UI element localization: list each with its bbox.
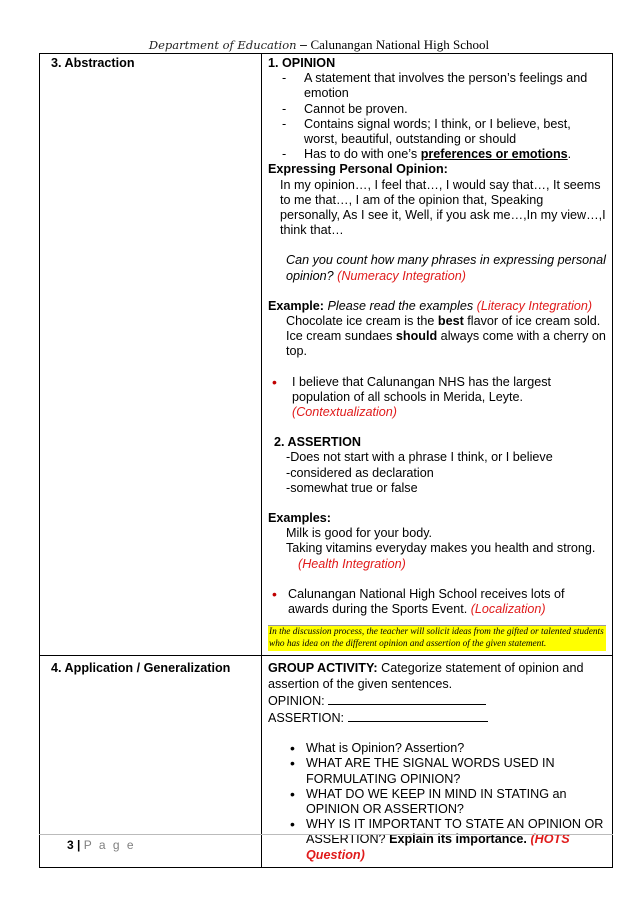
answer-line — [348, 709, 488, 722]
example-sentence: Taking vitamins everyday makes you health and strong. — [286, 541, 596, 556]
department-name: Department of Education — [148, 38, 297, 52]
page-separator: | — [73, 838, 84, 852]
literacy-tag: (Literacy Integration) — [476, 298, 593, 313]
school-name: Calunangan National High School — [310, 37, 490, 52]
bullet-text: Calunangan National High School receives lots of awards during the Sports Event. — [288, 586, 565, 617]
question-emphasis: Explain its importance. — [389, 832, 527, 847]
question-item — [268, 817, 606, 863]
contextualization-tag: (Contextualization) — [292, 405, 397, 420]
expressing-title: Expressing Personal Opinion: — [268, 162, 448, 177]
page-number — [67, 838, 136, 852]
examples-label: Examples: — [268, 511, 331, 526]
example-text: Please read the examples — [324, 298, 477, 313]
list-item: - A statement that involves the person’s feelings and emotion — [268, 71, 606, 101]
group-activity-label: GROUP ACTIVITY: — [268, 661, 378, 676]
question-item: • What is Opinion? Assertion? — [268, 741, 606, 756]
footer-rule — [39, 834, 613, 835]
example-text: flavor of ice cream sold. — [463, 314, 601, 329]
list-item-text: . — [567, 147, 572, 162]
bullet-text: I believe that Calunangan NHS has the largest population of all schools in Merida, Leyte. — [292, 374, 552, 404]
teacher-note: In the discussion process, the teacher will solicit ideas from the gifted or talented students who has idea on the different opinion and assertion of the given statement. — [268, 625, 606, 651]
localization-tag: (Localization) — [470, 602, 546, 617]
example-text: Chocolate ice cream is the — [286, 314, 438, 329]
assertion-blank — [268, 709, 606, 726]
example-sentence — [268, 314, 606, 329]
list-item — [268, 147, 606, 162]
opinion-title: 1. OPINION — [268, 56, 336, 70]
table-row-abstraction — [40, 54, 613, 656]
count-question-text: Can you count how many phrases in expressing personal opinion? — [286, 253, 606, 283]
example-emphasis: best — [437, 314, 464, 329]
assertion-title: 2. ASSERTION — [274, 435, 362, 450]
lesson-table — [39, 53, 613, 868]
application-content — [262, 656, 613, 867]
list-item: - Cannot be proven. — [268, 102, 606, 117]
opinion-label: OPINION: — [268, 693, 329, 708]
hots-tag: (HOTS Question) — [306, 832, 570, 862]
question-text: WHY IS IT IMPORTANT TO STATE AN OPINION OR ASSERTION? — [306, 817, 604, 847]
page-header — [0, 37, 638, 53]
list-item: -somewhat true or false — [286, 480, 418, 495]
question-item: • WHAT DO WE KEEP IN MIND IN STATING an OPINION OR ASSERTION? — [268, 787, 606, 817]
list-item: -considered as declaration — [286, 465, 434, 480]
assertion-label: ASSERTION: — [268, 710, 348, 725]
list-item-text: Has to do with one’s — [304, 147, 421, 162]
bullet-item — [268, 375, 606, 421]
expressing-text: In my opinion…, I feel that…, I would say that…, It seems to me that…, I am of the opinion that, Speaking personally, As I see it, Well, if you ask me…,In my view…,I think that… — [280, 177, 606, 238]
table-row-application — [40, 656, 613, 867]
list-item: - Contains signal words; I think, or I believe, best, worst, beautiful, outstanding or should — [268, 117, 606, 147]
example-line — [268, 299, 606, 314]
row-label-abstraction: 3. Abstraction — [40, 54, 262, 656]
opinion-blank — [268, 692, 606, 709]
header-dash: – — [296, 38, 311, 52]
count-question — [268, 253, 606, 283]
group-activity — [268, 661, 606, 691]
numeracy-tag: (Numeracy Integration) — [337, 268, 466, 283]
list-item: -Does not start with a phrase I think, or I believe — [286, 450, 553, 465]
example-emphasis: should — [395, 329, 438, 344]
example-text: Ice cream sundaes — [286, 329, 396, 344]
example-text: always come with a cherry on top. — [286, 329, 606, 359]
bullet-item — [268, 587, 606, 617]
page-num: 3 — [67, 838, 74, 852]
example-label: Example: — [268, 298, 324, 313]
health-tag: (Health Integration) — [298, 556, 406, 571]
example-sentence — [268, 329, 606, 359]
example-sentence: Milk is good for your body. — [286, 526, 433, 541]
question-item: • WHAT ARE THE SIGNAL WORDS USED IN FORMULATING OPINION? — [268, 756, 606, 786]
abstraction-content — [262, 54, 613, 656]
list-item-emphasis: preferences or emotions — [420, 147, 568, 162]
group-activity-text: Categorize statement of opinion and assertion of the given sentences. — [268, 661, 584, 691]
row-label-application: 4. Application / Generalization — [40, 656, 262, 867]
answer-line — [328, 692, 486, 705]
page-word: P a g e — [83, 838, 136, 852]
